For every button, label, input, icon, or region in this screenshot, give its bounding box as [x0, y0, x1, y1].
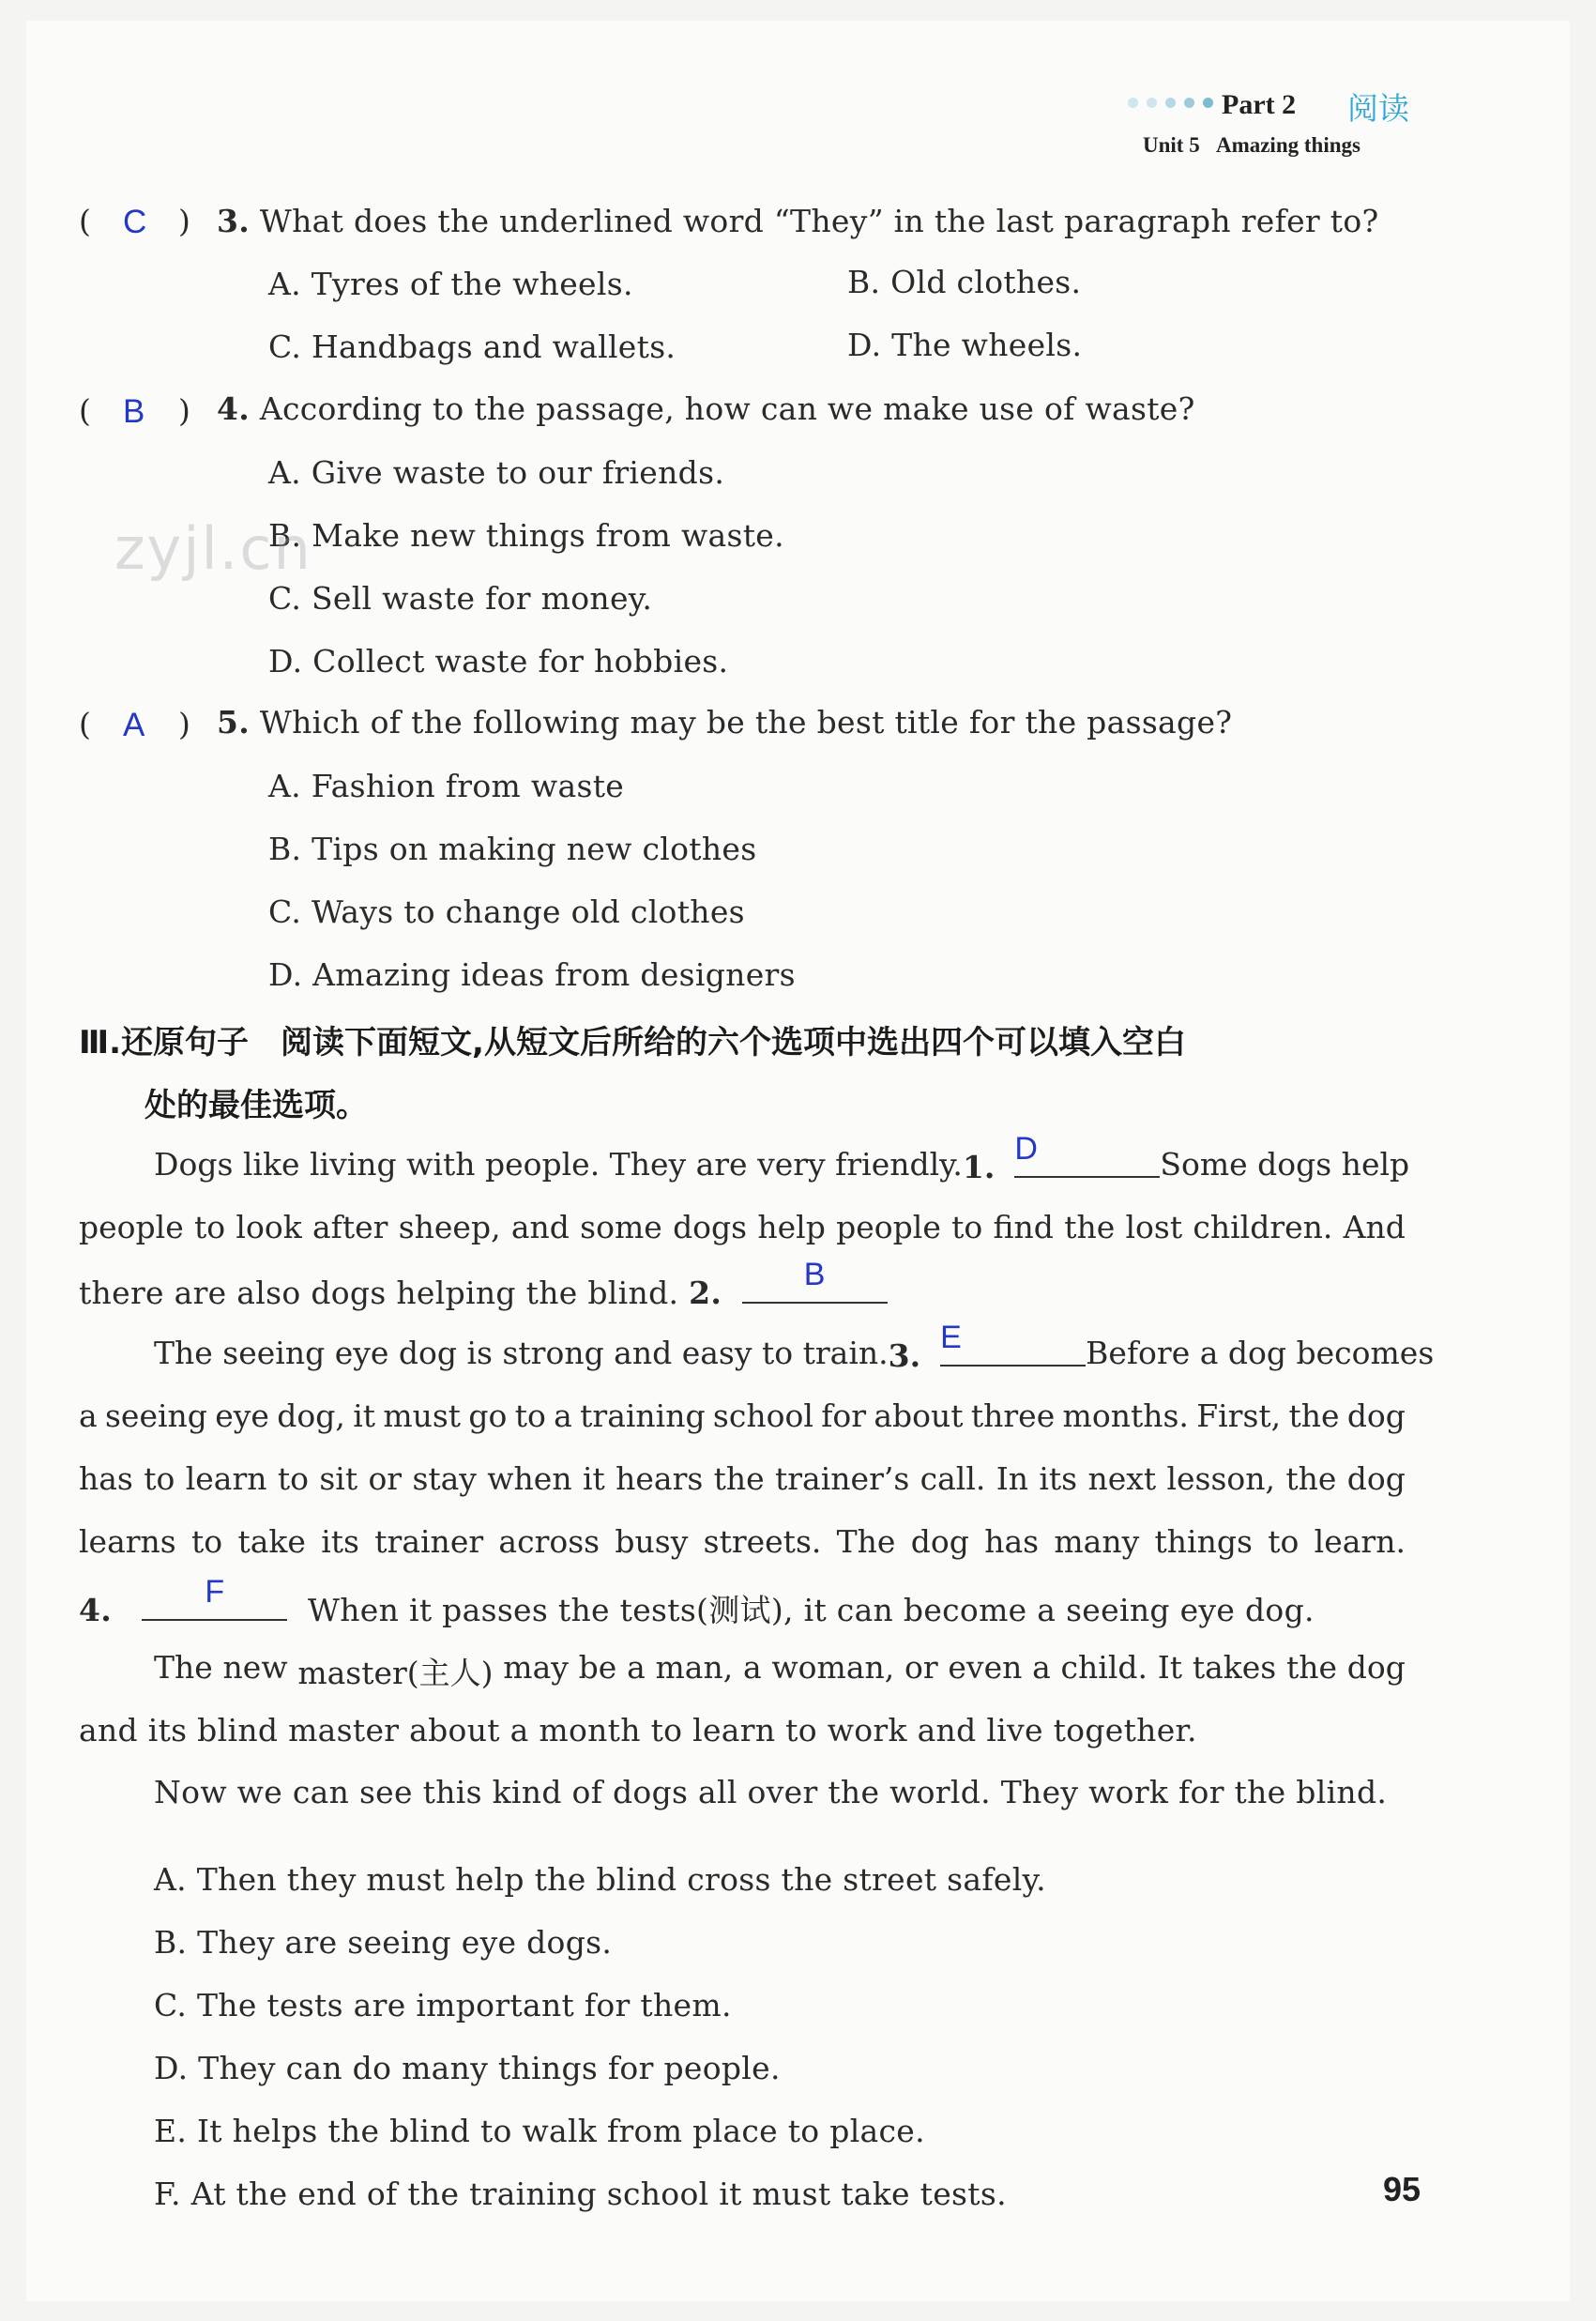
q4-option-d: D. Collect waste for hobbies.: [268, 643, 729, 680]
passage-line: The seeing eye dog is strong and easy to train. 3. E Before a dog becomes: [154, 1320, 1435, 1374]
passage-line: The new master(主人) may be a man, a woman, or even a child. It takes the dog: [154, 1649, 1406, 1691]
q4-option-c: C. Sell waste for money.: [268, 580, 653, 617]
passage-line: learns to take its trainer across busy streets. The dog has many things to learn.: [79, 1523, 1406, 1560]
answer-q4: B: [123, 393, 145, 430]
choice-e: E. It helps the blind to walk from place to place.: [154, 2113, 925, 2149]
watermark: zyjl.cn: [114, 514, 312, 583]
answer-paren-close: ): [178, 392, 190, 429]
q3-option-a: A. Tyres of the wheels.: [268, 266, 633, 302]
q5-option-b: B. Tips on making new clothes: [268, 831, 757, 867]
choice-f: F. At the end of the training school it must take tests.: [154, 2176, 1007, 2212]
answer-q5: A: [123, 707, 145, 743]
section-3-title: Ⅲ.还原句子 阅读下面短文,从短文后所给的六个选项中选出四个可以填入空白: [79, 1024, 1186, 1061]
question-3: 3. What does the underlined word “They” in the last paragraph refer to?: [217, 203, 1379, 239]
choice-c: C. The tests are important for them.: [154, 1987, 732, 2023]
answer-paren-open: (: [79, 392, 91, 429]
question-5: 5. Which of the following may be the best title for the passage?: [217, 704, 1233, 741]
passage-line: there are also dogs helping the blind. 2. B: [79, 1272, 888, 1311]
q3-option-d: D. The wheels.: [847, 327, 1083, 363]
passage-line: and its blind master about a month to learn to work and live together.: [79, 1712, 1197, 1748]
answer-paren-open: (: [79, 706, 91, 742]
blank-4[interactable]: F: [142, 1589, 287, 1621]
q4-option-b: B. Make new things from waste.: [268, 517, 784, 554]
question-4: 4. According to the passage, how can we make use of waste?: [217, 390, 1195, 427]
passage-line: Dogs like living with people. They are very friendly. 1. D Some dogs help: [154, 1131, 1410, 1185]
answer-paren-close: ): [178, 706, 190, 742]
header-section: 阅读: [1347, 90, 1409, 127]
passage-line: 4. F When it passes the tests(测试), it can become a seeing eye dog.: [79, 1574, 1315, 1628]
choice-a: A. Then they must help the blind cross the street safely.: [154, 1861, 1046, 1898]
blank-2[interactable]: B: [742, 1272, 888, 1304]
answer-paren-close: ): [178, 203, 190, 239]
passage-line: has to learn to sit or stay when it hears the trainer’s call. In its next lesson, the dog: [79, 1460, 1406, 1497]
header-part: Part 2: [1222, 89, 1297, 120]
q5-option-d: D. Amazing ideas from designers: [268, 956, 796, 993]
header-dots-decoration: [1128, 98, 1213, 108]
passage-line: Now we can see this kind of dogs all over the world. They work for the blind.: [154, 1774, 1388, 1810]
section-3-title-cont: 处的最佳选项。: [144, 1087, 368, 1124]
q3-option-b: B. Old clothes.: [847, 264, 1082, 300]
choice-b: B. They are seeing eye dogs.: [154, 1924, 613, 1961]
q3-option-c: C. Handbags and wallets.: [268, 328, 676, 365]
blank-3[interactable]: E: [940, 1335, 1086, 1367]
page-number: 95: [1383, 2170, 1421, 2208]
q5-option-c: C. Ways to change old clothes: [268, 893, 745, 930]
answer-paren-open: (: [79, 203, 91, 239]
choice-d: D. They can do many things for people.: [154, 2050, 781, 2086]
q4-option-a: A. Give waste to our friends.: [268, 454, 725, 491]
q5-option-a: A. Fashion from waste: [268, 768, 625, 804]
passage-line: people to look after sheep, and some dogs help people to find the lost children. And: [79, 1209, 1406, 1245]
header-unit: Unit 5 Amazing things: [1143, 133, 1360, 157]
answer-q3: C: [123, 204, 147, 240]
passage-line: a seeing eye dog, it must go to a training school for about three months. First, the dog: [79, 1397, 1406, 1434]
blank-1[interactable]: D: [1014, 1146, 1160, 1178]
